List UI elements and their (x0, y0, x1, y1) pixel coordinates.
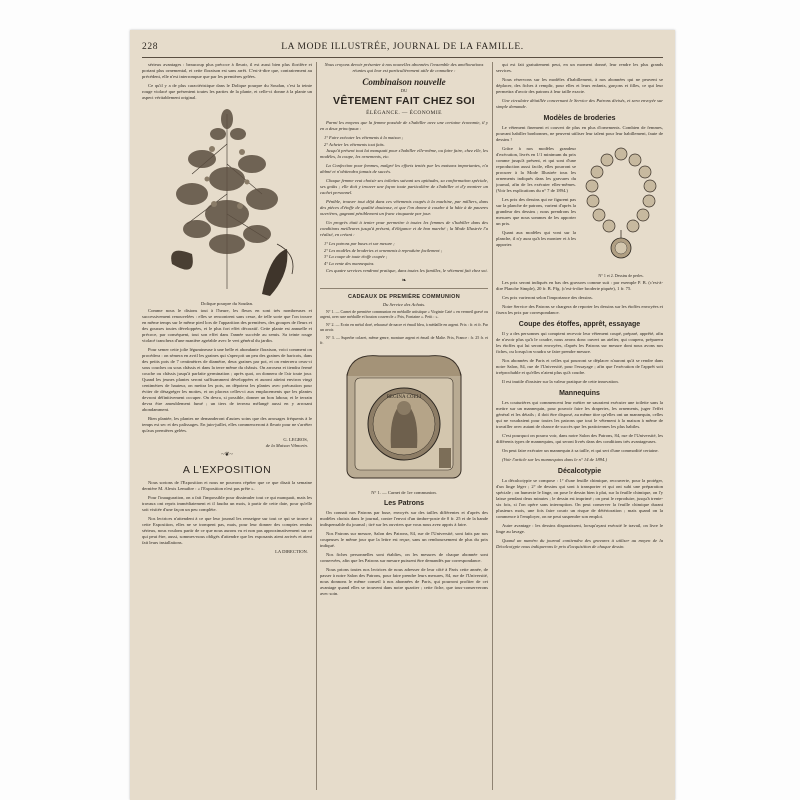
column-middle (320, 62, 488, 792)
paragraph: Un progrès était à tenter pour permettre à toutes les femmes de s'habiller dans des conditions meilleures jusqu'à présent, d'élégance et de bon marché ; la Mode Illustrée l'a réalisé, en créant : (320, 220, 488, 238)
paragraph: Les prix des dessins qui ne figurent pas sur la planche de patrons, varient d'après la grandeur des dessins ; nous prendrons les mesures que nous sommes de les apporter un prix. (496, 197, 576, 226)
page-number: 228 (142, 42, 159, 52)
page-header (142, 42, 663, 56)
paragraph: Il est inutile d'insister sur la valeur pratique de cette innovation. (502, 379, 619, 384)
paragraph: Les couturières qui commencent leur métier ne sauraient exécuter une toilette sans la mettre sur un mannequin, pour pouvoir faire les draperies, les ornements, juger l'effet général et les détails ; il doit être disposé, au même titre qu'elles ont un mannequin, celles qui ne voudraient pour toutes les patrons que tout le vêtement à la maison à même de travailler avec autant de chance de succès que les praticiennes les plus habiles. (496, 400, 663, 429)
paragraph: Il y a des personnes qui comptent recevoir leur vêtement coupé, préparé, apprêté, afin de n'avoir plus qu'à le coudre, nous avons donc ouvert un atelier, qui coupera, préparera les étoffes qui lui seront envoyées, d'après les Patrons sur mesure dont nous avons nos fiches, ou lorsqu'on voudra se faire prendre mesure. (496, 331, 663, 354)
paragraph: Nos Patrons sur mesure, Salon des Patrons, 84, rue de l'Université, sont faits par nos coupeuses le même jour que la lettre est reçue, sans un remboursement de plus du prix indiqué. (320, 530, 488, 548)
paragraph: La décalcotypie se compose : 1° d'une feuille chimique, recouverte, pour la protéger, d'un linge léger ; 2° de dessins qui sont à transporter et qui ont subi une préparation spéciale ; on humecte le linge, on pose le dessin bien à plat, sur la feuille chimique, on l'y laisse pendant deux minutes ; le dessin est imprimé ; on peut le reproduire, jusqu'à trente-six fois, si l'on opère sans interruption. On peut conserver la feuille chimique durant plusieurs mois, une fois faire courir un risque de détérioration ; mais quand on la commence à l'employer, on ne peut suspendre son emploi. (496, 478, 663, 519)
heading-vetement: VÊTEMENT FAIT CHEZ SOI (333, 95, 475, 107)
section-divider (320, 288, 488, 289)
list-item: 2° Acheter les vêtements tout faits. (324, 141, 385, 147)
list-item: 1° Les patrons par buses et sur mesure ; (324, 241, 395, 247)
heading-decalcotypie: Décalcotypie (557, 468, 602, 475)
column-divider (316, 62, 317, 790)
decorative-ornament: ❧ (401, 277, 407, 284)
paragraph: Les prix seront indiqués en bas des gravures comme suit : par exemple P. B. (c'est-à-dire Planche Simple), 20 fr. B. Pfg. (c'est-à-dire broderie piquée), 1 fr. 75. (496, 280, 663, 291)
illustration-caption: N° 1 et 2. Dessins de perles. (598, 273, 644, 278)
paragraph: Pour semer cette jolie légumineuse à une belle et abondante floraison, voici comment on procédera : on sèmera en avril les graines qui s'aperçoit un peu des graines de haricots, dans des petits pots de 7 centimètres de diamètre, deux graines par pot, et on enterrera ceux-ci sous couches ou sous châssis et dans la terre même du châssis. On arrosera et tiendra fermé couche ou châssis jusqu'à parfaite germination ; après quoi, on donnera de l'air toute jour. Quand les jeunes plantes seront suffisamment développées et auront atteint environ vingt centimètres de hauteur, on mettra les pots, on dépotera les plantes avec précaution pour éviter de désagréger les mottes, et on placera celles-ci aux emplacements que les plantes devront définitivement occuper. On devra, si possible, donner un bon labour, et le terrain devra être ameublement fumé ; un tiers de terreau mélangé aussi en y arrosant abondamment. (142, 347, 312, 412)
medal-case-illustration (339, 348, 469, 488)
paragraph: Comme nous le disions tout à l'heure, les fleurs en sont très nombreuses et successivement renouvelées : elles se rencontrent sans cesse, de telle sorte que l'on trouve en même temps sur le même pied lors de l'apparition des premières, des groupes de fleurs et des gousses toutes développées, et le plus fort effet décoratif. Cette plante est annuelle et précoce, par conséquent, tout son effet dans l'année succède au semis. Sa teinte rouge violacé tranchera d'une manière agréable avec le vert général du jardin. (142, 308, 312, 343)
paragraph: Une circulaire détaillée concernant le Service des Patrons divisés, et sera envoyée sur simple demande. (496, 98, 663, 109)
paragraph: Nos fiches personnelles sont établies, on les mesures de chaque abonnée sont conservées, afin que les Patrons sur mesure puissent être demandés par correspondance. (320, 551, 488, 563)
paragraph: La Confection pour femmes, malgré les efforts tentés par les maisons importantes, n'a abîmé et n'obtiendra jamais de succès. (320, 163, 488, 175)
heading-cadeaux: CADEAUX DE PREMIÈRE COMMUNION (348, 293, 460, 300)
paragraph: On peut faire exécuter un mannequin à sa taille, et qui sert d'une commodité certaine. (502, 448, 659, 453)
paragraph: N° 3. — Superbe colaret, même genre, monture argent et émail de Malte. Prix, France : fr. 25 fr. et fr. (320, 334, 488, 345)
heading-combinaison: Combinaison nouvelle (362, 77, 446, 87)
author-affiliation: de la Maison Vilmorin. (265, 443, 308, 448)
broderies-block (496, 146, 663, 280)
paragraph: Nous sortons de l'Exposition et nous ne pouvons répéter que ce que disait la semaine dernière M. Alexis Lemaître : « l'Exposition n'est pas prête ». (142, 480, 312, 491)
section-title-exposition: A L'EXPOSITION (182, 464, 272, 476)
paragraph: Ces prix varieront selon l'importance des dessins. (502, 295, 593, 300)
paragraph: Nos abonnées de Paris et celles qui pourront se déplacer n'auront qu'à se rendre dans notre Salon, 84, rue de l'Université, pour l'essayage ; afin que l'exécution de l'apprêt soit irréprochable et qu'elles n'aient plus qu'à coudre. (496, 358, 663, 375)
paragraph: Nous prions toutes nos lectrices de nous adresser de leur côté à Paris cette année, de passer à notre Salon des Patrons, pour faire prendre leurs mesures, 84, rue de l'Université, nous donnons le même conseil à nos abonnées de Paris, qui pourront profiter de cet avantage quand elles se trouvent dans notre quartier ; cette fiche, que tous-conserverons avec soin. (320, 566, 488, 596)
medal-inscription: REGINA COELI (386, 394, 422, 400)
paragraph: Grâce à nos modèles grandeur d'exécution, livrés en 1/1 minimum du prix comme jusqu'à présent, et qui sont d'une reproduction aussi facile, elles pourront se procurer à la Mode Illustrée tous les ornements indiqués dans les gravures du journal, afin de les exécuter elles-mêmes. (Voir les explications du n° 7 de 1894.) (496, 146, 576, 193)
list-item: 1° Faire exécuter les vêtements à la maison ; (324, 135, 404, 140)
paragraph: Autre avantage : les dessins disparaissent, lorsqu'ayant exécuté le travail, on livre le linge au lavage. (496, 523, 663, 534)
paragraph: Bien plantée, les plantes ne demanderont d'autres soins que des arrosages fréquents à le temps est sec et des palissages. En juin-juillet, elles commenceront à fleurir pour ne s'arrêter qu'aux premières gelées. (142, 416, 312, 433)
header-rule (142, 57, 663, 58)
paragraph: C'est pourquoi on pourra voir, dans notre Salon des Patrons, 84, rue de l'Université, les différents types de mannequins, qui seront livrés dans des conditions très avantageuses. (496, 433, 663, 444)
paragraph: Chaque femme veut choisir ses toilettes suivant ses aptitudes, sa conformation spéciale, ses goûts ; elle doit y trouver une façon toute particulière de s'habiller et d'y montrer un cachet personnel. (320, 178, 488, 196)
column-right (496, 62, 663, 792)
heading-broderies: Modèles de broderies (543, 115, 616, 122)
paragraph: Nous réservons sur les modèles d'habillement, à nos abonnées qui ne peuvent se déplacer, des fiches à remplir, pour elles et leurs enfants, garçons et filles, ce qui leur permettra d'avoir des patrons à leur taille exacte. (496, 77, 663, 94)
direction-signature: LA DIRECTION. (275, 549, 308, 554)
list-item: 2° Les modèles de broderies et ornements à reproduire facilement ; (324, 247, 443, 253)
list-item: 4° La vente des mannequins. (324, 260, 375, 266)
paragraph: Jusqu'à présent tout lui manquait pour s'habiller elle-même, ou faire faire, chez elle, les modèles, la coupe, les ornements, etc. (320, 148, 488, 160)
column-divider (492, 62, 493, 790)
paragraph: Nos lectrices n'attendent à ce que leur journal les renseigne sur tout ce qui se trouve à cette Exposition, elles ne se trompent pas, mais, pour leur donner des comptes rendus sérieux, nous voulons partir de ce que nous aurons vu et non pas approximativement sur ce qui peut être, aussi, sommes-nous obligés d'attendre que les exposants aient arrivés et aient fait leurs installations. (142, 516, 312, 545)
heading-coupe: Coupe des étoffes, apprêt, essayage (518, 321, 641, 328)
author-signature: G. LEGROS, (283, 437, 308, 442)
column-left (142, 62, 312, 792)
newspaper-page (130, 30, 675, 800)
heading-du: DU (400, 88, 408, 93)
journal-title: LA MODE ILLUSTRÉE, JOURNAL DE LA FAMILLE. (281, 42, 524, 52)
paragraph: Le vêtement finement et couvert de plus en plus d'ornements. Combien de femmes, pouvant habiller bonbonnes, ne peuvent utiliser leur talent pour leur habillement, faute de dessins ! (496, 125, 663, 142)
dolichos-plant-illustration (152, 104, 302, 299)
intro-note: Nous croyons devoir présenter à nos nouvelles abonnées l'ensemble des améliorations réunies qui leur est particulièrement utile de connaître : (324, 62, 484, 73)
bead-necklace-illustration (579, 146, 663, 266)
paragraph: Ces quatre services rendront pratique, dans toutes les familles, le vêtement fait chez soi. (326, 267, 488, 273)
heading-patrons: Les Patrons (383, 499, 425, 507)
illustration-caption: Dolique pourpre du Soudan. (200, 301, 254, 306)
paragraph: Parmi les moyens que la femme possède de s'habiller avec une certaine économie, il y en a deux principaux : (320, 120, 488, 131)
decorative-ornament: ~❦~ (221, 452, 233, 458)
paragraph: Notre Service des Patrons se chargera de reporter les dessins sur les étoffes envoyées et fixera les prix par correspondance. (496, 304, 663, 315)
paragraph: On connait nos Patrons par buse, envoyés sur des tailles différentes et d'après des modèles choisis dans le journal, contre l'envoi d'un timbre-poste de 0 fr. 25 et de la bande indispensable du journal ; tiré sur les ouvriers que vous nous avez appris à faire. (320, 509, 488, 527)
paragraph: Quant aux modèles qui vont sur la planche, il n'y aura qu'à les montrer et à les apporter. (496, 230, 576, 247)
paragraph: Pénible, trouver tout déjà dans ces vêtements coupés à la machine, par milliers, dans des pièces d'étoffe de qualité douteuse, et que l'on donne à coudre à la hâte à de pauvres ouvrières, gagnant péniblement un franc cinquante par jour. (320, 199, 488, 217)
heading-elegance: ÉLÉGANCE. — ÉCONOMIE (366, 110, 442, 116)
paragraph: N° 2. — Ecrin en métal doré, rehaussé de nacre et émail bleu, à médaille en argent. Prix : fr. et fr. Par un avoir. (320, 321, 488, 332)
paragraph: Quand un numéro du journal contiendra des gravures à utiliser au moyen de la Décalcotypie nous indiquerons le prix d'acquisition de chaque dessin. (496, 538, 663, 549)
heading-mannequins: Mannequins (559, 390, 600, 397)
paragraph: sérieux avantages : beaucoup plus précoce à fleurir, il est aussi bien plus florifère et portant plus ornemental, et cette floraison est sans arrêt. C'est-à-dire que, contrairement au précédent, elle n'est interrompue que par les premières gelées. (142, 62, 312, 79)
illustration-caption: N° 1. — Carnet de 1re communion. (371, 489, 437, 495)
list-item: 3° La coupe de toute étoffe coupée ; (324, 254, 388, 260)
paragraph: N° 1. — Carnet de première communion en médaille artistique « Virginie Caté » en vermeil gravé ou argent, avec une médaille et bouton couvercle « Prix, Fontaine ». Petit : ». (320, 308, 488, 319)
paragraph: (Voir l'article sur les mannequins dans le n° 14 de 1894.) (502, 457, 608, 462)
cadeaux-subtitle: Du Service des Achats. (382, 301, 426, 307)
paragraph: Ce qu'il y a de plus caractéristique dans le Dolique pourpre du Soudan, c'est la teinte rouge violacé que présentent toutes les parties de la plante, et celle-ci donne à la plante un aspect véritablement original. (142, 83, 312, 100)
paragraph: qui est fait gratuitement peut, en un moment donné, leur rendre les plus grands services. (496, 62, 663, 73)
paragraph: Pour l'inauguration, on a fait l'impossible pour dissimuler tout ce qui manquait, mais les travaux ont repris immédiatement et il faudra un mois, à partir de cette date, pour qu'elle soit visitée d'une façon un peu complète. (142, 495, 312, 512)
